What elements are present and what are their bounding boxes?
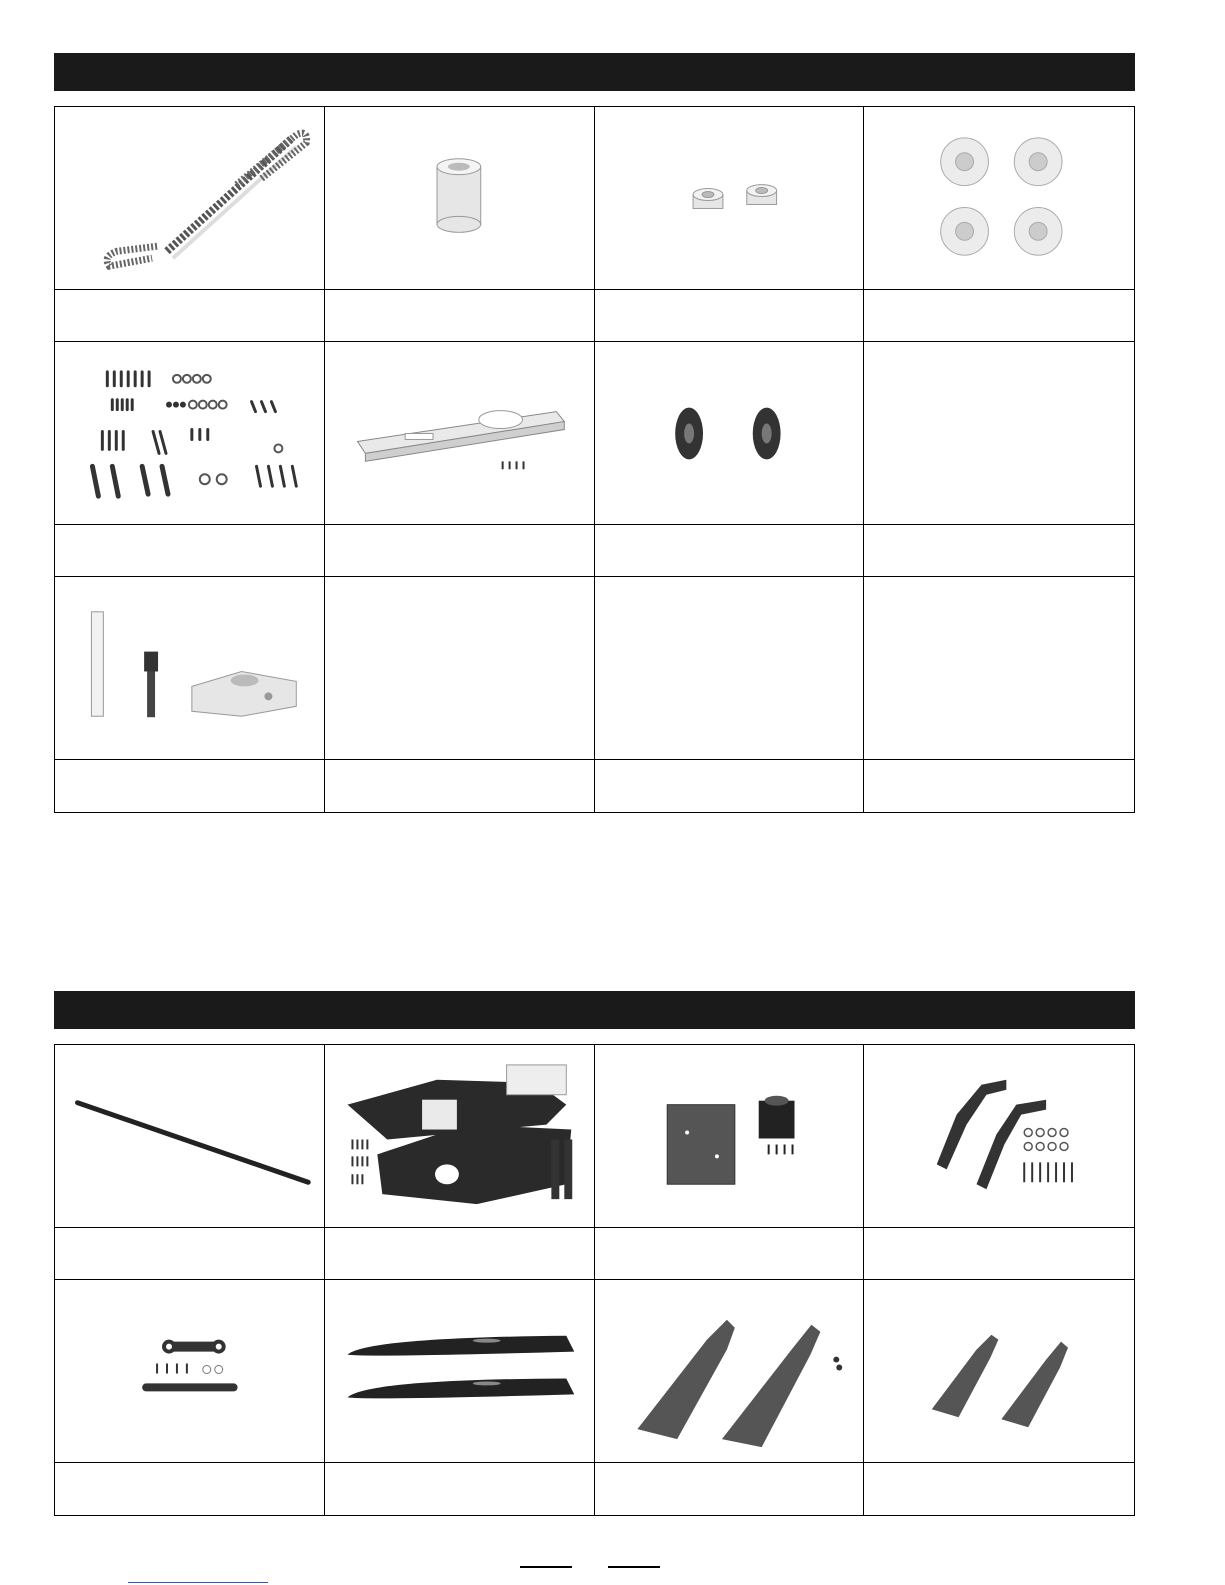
part-image-cell bbox=[325, 107, 595, 290]
ball-bearings-icon bbox=[864, 107, 1134, 289]
carbon-plate-mount-icon bbox=[595, 1045, 864, 1227]
small-carbon-blades-icon bbox=[864, 1280, 1134, 1462]
part-label bbox=[55, 1463, 325, 1515]
part-image-cell-empty bbox=[325, 577, 595, 760]
part-label bbox=[595, 525, 865, 577]
part-image-cell bbox=[595, 107, 865, 290]
part-label bbox=[325, 1463, 595, 1515]
part-label bbox=[55, 760, 325, 812]
part-image-cell bbox=[55, 1280, 325, 1463]
part-label bbox=[325, 525, 595, 577]
linkage-arm-set-icon bbox=[55, 1280, 324, 1462]
part-label bbox=[55, 525, 325, 577]
part-label bbox=[55, 1228, 325, 1280]
section-header-2 bbox=[54, 991, 1135, 1029]
part-image-cell bbox=[55, 577, 325, 760]
part-image-cell bbox=[595, 342, 865, 525]
part-image-cell bbox=[864, 107, 1134, 290]
belt-drive-icon bbox=[55, 107, 324, 289]
footer-link-underline[interactable] bbox=[128, 1582, 268, 1583]
plate-with-screws-icon bbox=[325, 342, 594, 524]
part-image-cell bbox=[325, 342, 595, 525]
part-image-cell bbox=[595, 1280, 865, 1463]
part-label bbox=[55, 290, 325, 342]
tail-boom-rod-icon bbox=[55, 1045, 324, 1227]
part-label bbox=[864, 1228, 1134, 1280]
hardware-bag-icon bbox=[55, 342, 324, 524]
part-image-cell-empty bbox=[864, 342, 1134, 525]
part-image-cell bbox=[55, 342, 325, 525]
part-image-cell bbox=[864, 1045, 1134, 1228]
parts-grid-2 bbox=[54, 1044, 1135, 1516]
part-image-cell-empty bbox=[595, 577, 865, 760]
part-label bbox=[595, 1228, 865, 1280]
part-image-cell bbox=[595, 1045, 865, 1228]
part-label bbox=[325, 290, 595, 342]
landing-gear-struts-icon bbox=[864, 1045, 1134, 1227]
spacer-collar-icon bbox=[325, 107, 594, 289]
section-header-1 bbox=[54, 53, 1135, 91]
part-label bbox=[325, 760, 595, 812]
frame-plates-kit-icon bbox=[325, 1045, 594, 1227]
part-image-cell bbox=[55, 107, 325, 290]
parts-grid-1 bbox=[54, 106, 1135, 813]
part-label bbox=[595, 760, 865, 812]
footer-rule-left bbox=[520, 1566, 572, 1568]
part-image-cell bbox=[325, 1280, 595, 1463]
part-image-cell bbox=[325, 1045, 595, 1228]
part-label bbox=[864, 760, 1134, 812]
part-label bbox=[595, 290, 865, 342]
footer-rule-right bbox=[608, 1566, 660, 1568]
part-label bbox=[864, 1463, 1134, 1515]
small-bushings-icon bbox=[595, 107, 864, 289]
part-image-cell bbox=[55, 1045, 325, 1228]
main-rotor-blades-icon bbox=[325, 1280, 594, 1462]
part-image-cell-empty bbox=[864, 577, 1134, 760]
rubber-grommets-icon bbox=[595, 342, 864, 524]
part-label bbox=[325, 1228, 595, 1280]
part-label bbox=[595, 1463, 865, 1515]
shaft-bolt-collar-icon bbox=[55, 577, 324, 759]
part-image-cell bbox=[864, 1280, 1134, 1463]
large-carbon-blades-icon bbox=[595, 1280, 864, 1462]
part-label bbox=[864, 290, 1134, 342]
part-label bbox=[864, 525, 1134, 577]
